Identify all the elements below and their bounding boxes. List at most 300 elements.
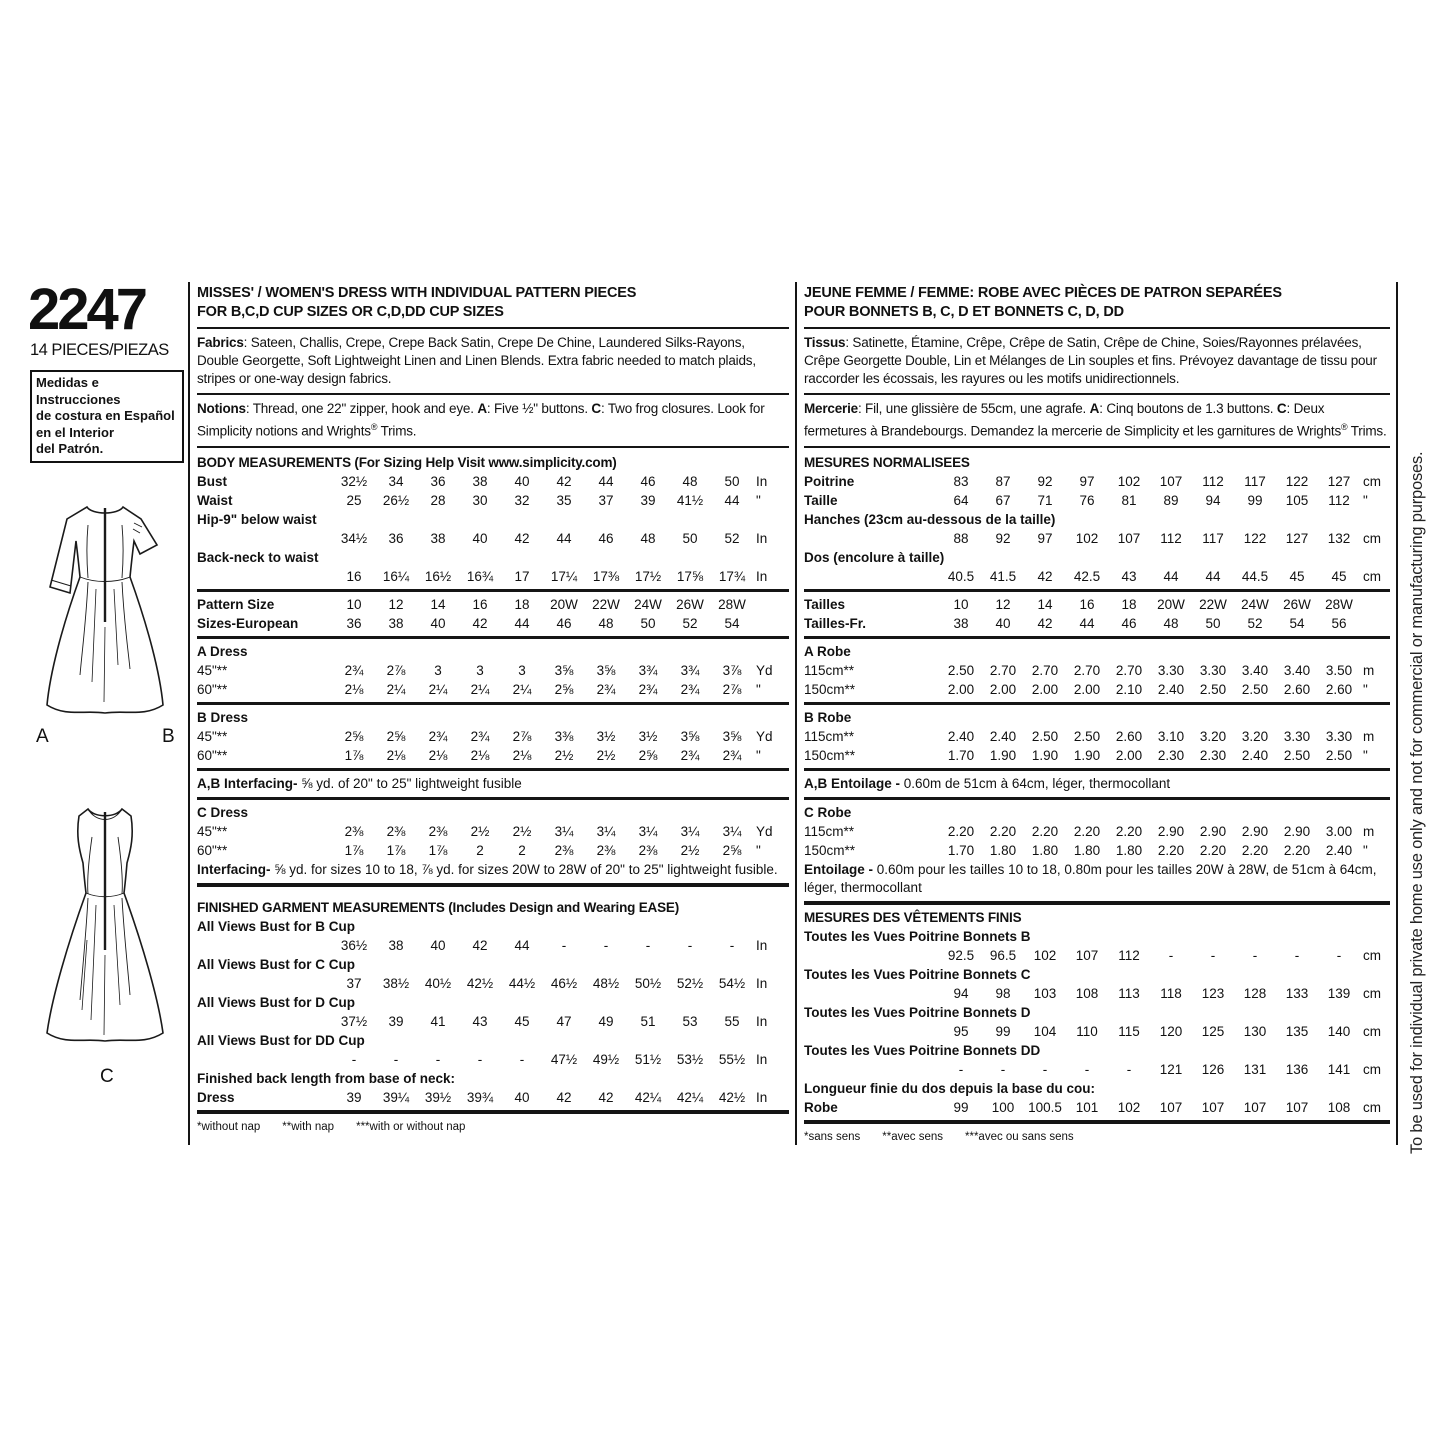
english-measurement-table [197,453,789,1135]
cell-value: 1⅞ [344,842,364,858]
cell-value: 51 [640,1013,656,1029]
cell-unit: " [1363,681,1368,697]
cell-value: - [1000,1061,1006,1077]
table-label-row: Dos (encolure à taille) [804,549,945,565]
table-gap [197,890,789,898]
cell-value: 2.50 [1199,681,1227,697]
cell-value: 122 [1243,530,1267,546]
cell-value: 2⅜ [638,842,658,858]
row-label: 150cm** [804,747,856,763]
cell-value: 34 [388,473,404,489]
cell-value: 97 [1079,473,1095,489]
cell-value: 3⅝ [722,728,742,744]
cell-value: 2.20 [989,823,1017,839]
table-section-header: BODY MEASUREMENTS (For Sizing Help Visit www.simplicity.com) [197,454,617,470]
cell-unit: Yd [756,823,773,839]
cell-value: 44 [514,615,530,631]
cell-value: 112 [1202,473,1224,489]
cell-value: 94 [1205,492,1221,508]
table-row [804,841,1390,860]
cell-value: 3½ [596,728,616,744]
mercerie-paragraph [804,400,1390,441]
cell-value: 28W [718,596,746,612]
cell-value: 2¾ [470,728,490,744]
row-label: 150cm** [804,842,856,858]
cell-value: 2.00 [1073,681,1101,697]
table-label-row: All Views Bust for C Cup [197,956,356,972]
cell-value: 49½ [592,1051,620,1067]
table-row [804,595,1390,614]
cell-value: 24W [634,596,662,612]
cell-value: 76 [1079,492,1095,508]
row-label: Dress [197,1089,235,1105]
tissus-paragraph [804,334,1390,388]
cell-value: 17¼ [550,568,578,584]
table-row [197,974,789,993]
english-title-line2: FOR B,C,D CUP SIZES OR C,D,DD CUP SIZES [197,304,504,320]
spanish-note-line: en el Interior [36,424,115,440]
cell-value: 39 [346,1089,362,1105]
cell-value: 3.10 [1157,728,1185,744]
cell-value: 22W [592,596,620,612]
cell-unit: In [756,975,768,991]
section-rule [804,446,1390,448]
cell-value: 125 [1201,1023,1225,1039]
cell-value: 51½ [634,1051,662,1067]
spanish-note-box [30,370,184,463]
text-segment: Entoilage - [804,861,877,877]
cell-value: 99 [1247,492,1263,508]
table-label-row: All Views Bust for B Cup [197,918,356,934]
text-segment: C [591,401,601,416]
table-rule [197,589,789,592]
cell-value: 16½ [424,568,452,584]
cell-value: 14 [1037,596,1053,612]
cell-unit: cm [1363,1099,1381,1115]
cell-unit: m [1363,728,1375,744]
cell-value: 107 [1117,530,1141,546]
cell-value: 46 [598,530,614,546]
cell-value: 42 [1037,615,1053,631]
cell-unit: " [1363,492,1368,508]
table-rule [804,702,1390,705]
cell-value: 1.90 [1073,747,1101,763]
cell-value: - [729,937,735,953]
cell-value: 102 [1075,530,1099,546]
edge-legal-text: To be used for individual private home use only and not for commercial or manufacturing purposes. [1408,451,1426,1154]
cell-value: 102 [1117,1099,1141,1115]
cell-unit: " [756,842,761,858]
text-segment: Tissus [804,335,846,350]
table-label-row: Toutes les Vues Poitrine Bonnets B [804,928,1031,944]
pattern-envelope-back [28,277,1426,1154]
cell-value: 127 [1285,530,1309,546]
cell-value: 47 [556,1013,572,1029]
cell-value: 12 [388,596,404,612]
table-rule [804,768,1390,771]
cell-value: 3¾ [638,662,658,678]
section-rule [197,446,789,448]
cell-value: 100.5 [1028,1099,1062,1115]
cell-value: 139 [1327,985,1351,1001]
fabrics-paragraph [197,334,789,388]
cell-value: 42¼ [676,1089,704,1105]
table-row [197,1050,789,1069]
text-segment: Interfacing- [197,861,275,877]
table-label-row: A Robe [804,643,851,659]
dress-back-view-c-illustration [30,785,180,1063]
row-label: 60"** [197,842,228,858]
pattern-number: 2247 [28,277,146,342]
cell-value: 2.20 [1157,842,1185,858]
cell-value: 3¼ [680,823,700,839]
table-row [197,472,789,491]
cell-value: 3½ [638,728,658,744]
cell-value: - [351,1051,357,1067]
spanish-note-line: Medidas e Instrucciones [36,375,121,407]
cell-value: 1⅞ [428,842,448,858]
cell-value: 1⅞ [386,842,406,858]
cell-unit: cm [1363,473,1381,489]
cell-value: 2.70 [1031,662,1059,678]
cell-value: 107 [1243,1099,1267,1115]
text-segment: C [1276,401,1287,416]
cell-value: 3¼ [638,823,658,839]
cell-value: 107 [1201,1099,1225,1115]
cell-value: 17 [514,568,530,584]
cell-value: 2⅝ [344,728,364,744]
cell-value: 2.40 [1241,747,1269,763]
cell-value: 126 [1201,1061,1225,1077]
french-measurement-table [804,453,1390,1145]
text-segment: : Two frog closures. Look for Simplicity notions and Wrights [197,401,765,439]
cell-value: 89 [1163,492,1179,508]
cell-value: 50 [682,530,698,546]
cell-value: 1⅞ [344,747,364,763]
cell-value: 37 [346,975,362,991]
cell-value: 64 [953,492,969,508]
text-segment: Trims. [377,423,417,439]
cell-value: - [1252,947,1258,963]
cell-unit: cm [1363,568,1381,584]
cell-value: 22W [1199,596,1227,612]
cell-value: 1.90 [989,747,1017,763]
cell-value: 3.30 [1199,662,1227,678]
cell-value: 42 [556,473,572,489]
cell-value: 42 [472,615,488,631]
cell-value: 44 [598,473,614,489]
cell-value: 39 [388,1013,404,1029]
cell-value: 2¼ [386,681,406,697]
cell-unit: In [756,1089,768,1105]
cell-value: 3¼ [722,823,742,839]
cell-unit: cm [1363,947,1381,963]
cell-value: 16 [472,596,488,612]
text-segment: Trims. [1347,423,1387,439]
table-label-row: C Robe [804,804,852,820]
cell-value: 42 [1037,568,1053,584]
cell-value: 42¼ [634,1089,662,1105]
cell-unit: In [756,568,768,584]
cell-value: 2½ [680,842,700,858]
cell-value: 3.00 [1325,823,1353,839]
cell-value: 99 [953,1099,969,1115]
table-row [804,661,1390,680]
cell-value: 2.70 [989,662,1017,678]
cell-value: 3 [518,662,526,678]
table-note-row [197,774,789,794]
cell-value: 1.90 [1031,747,1059,763]
cell-value: 2.40 [947,728,975,744]
cell-value: 3⅞ [722,662,742,678]
cell-value: 50 [1205,615,1221,631]
table-row [197,680,789,699]
cell-value: 3¼ [554,823,574,839]
dress-back-view-ab-figure [30,477,184,755]
cell-value: 26W [1283,596,1311,612]
cell-value: 2.20 [1283,842,1311,858]
table-row [197,727,789,746]
cell-value: 53 [682,1013,698,1029]
cell-value: 92.5 [947,947,975,963]
cell-value: 1.80 [1073,842,1101,858]
cell-value: 1.80 [1031,842,1059,858]
cell-value: 2.30 [1199,747,1227,763]
cell-unit: Yd [756,662,773,678]
cell-value: 130 [1243,1023,1267,1039]
cell-value: 44 [1079,615,1095,631]
cell-value: 104 [1033,1023,1057,1039]
cell-value: 92 [1037,473,1053,489]
cell-value: 26W [676,596,704,612]
cell-value: - [561,937,567,953]
cell-value: 32½ [340,473,368,489]
cell-value: 18 [1121,596,1137,612]
cell-value: 37 [598,492,614,508]
cell-value: 2.50 [1283,747,1311,763]
cell-value: 2.20 [1115,823,1143,839]
cell-value: 136 [1285,1061,1309,1077]
cell-value: 87 [995,473,1011,489]
footnote-item: ***avec ou sans sens [965,1130,1074,1143]
cell-value: 2½ [554,747,574,763]
cell-value: 40 [514,1089,530,1105]
cell-value: 128 [1243,985,1267,1001]
cell-value: 16 [1079,596,1095,612]
cell-value: 2.60 [1283,681,1311,697]
cell-value: 3 [476,662,484,678]
cell-value: 54½ [718,975,746,991]
cell-value: 2.00 [989,681,1017,697]
cell-value: 38 [430,530,446,546]
cell-value: 39¾ [466,1089,494,1105]
table-row [197,661,789,680]
cell-value: 25 [346,492,362,508]
table-row [804,1098,1390,1117]
cell-value: 46 [556,615,572,631]
left-info-column [28,277,188,1145]
cell-unit: " [756,681,761,697]
cell-value: 42.5 [1073,568,1101,584]
table-row [804,491,1390,510]
cell-value: 45 [1289,568,1305,584]
cell-value: 3.40 [1241,662,1269,678]
cell-value: 97 [1037,530,1053,546]
text-segment: A,B Entoilage - [804,775,904,791]
cell-value: 94 [953,985,969,1001]
cell-value: 32 [514,492,530,508]
row-label: Poitrine [804,473,855,489]
cell-value: 3⅝ [596,662,616,678]
footnote-item: *without nap [197,1120,261,1133]
cell-value: 102 [1117,473,1141,489]
cell-value: 40 [514,473,530,489]
cell-value: 3.30 [1283,728,1311,744]
cell-value: 2.40 [1325,842,1353,858]
english-column [190,282,795,1145]
cell-value: 2⅜ [386,823,406,839]
cell-value: 35 [556,492,572,508]
cell-value: 46½ [550,975,578,991]
cell-value: 83 [953,473,969,489]
table-label-row: B Robe [804,709,852,725]
cell-value: 3¼ [596,823,616,839]
cell-value: - [1168,947,1174,963]
cell-value: 40 [995,615,1011,631]
cell-value: 88 [953,530,969,546]
cell-value: 2 [476,842,484,858]
row-label: Tailles [804,596,846,612]
cell-value: 115 [1118,1023,1140,1039]
row-label: Tailles-Fr. [804,615,867,631]
cell-value: 3⅜ [554,728,574,744]
table-row [197,936,789,955]
text-segment: : Cinq boutons de 1.3 buttons. [1099,401,1277,416]
footnote-item: **avec sens [882,1130,943,1143]
cell-value: 36 [388,530,404,546]
table-label-row: Toutes les Vues Poitrine Bonnets DD [804,1042,1041,1058]
table-rule [804,636,1390,639]
cell-value: 42 [472,937,488,953]
cell-value: 2.00 [1031,681,1059,697]
cell-value: 49 [598,1013,614,1029]
cell-value: 2¾ [428,728,448,744]
cell-value: 38 [388,615,404,631]
cell-value: 107 [1159,473,1183,489]
cell-value: 44½ [508,975,536,991]
cell-value: - [687,937,693,953]
cell-value: 42½ [718,1089,746,1105]
cell-value: 107 [1285,1099,1309,1115]
cell-value: - [645,937,651,953]
table-label-row: Toutes les Vues Poitrine Bonnets D [804,1004,1031,1020]
table-row [804,946,1390,965]
cell-value: 2.50 [1241,681,1269,697]
table-label-row: All Views Bust for D Cup [197,994,356,1010]
cell-value: - [477,1051,483,1067]
cell-value: 54 [1289,615,1305,631]
row-label: 45"** [197,728,228,744]
cell-value: 103 [1033,985,1057,1001]
cell-value: 52½ [676,975,704,991]
cell-value: 10 [953,596,969,612]
cell-value: 120 [1159,1023,1183,1039]
table-rule [197,768,789,771]
table-row [197,746,789,765]
cell-value: 99 [995,1023,1011,1039]
cell-value: 108 [1327,1099,1351,1115]
cell-value: 17⅝ [676,568,704,584]
cell-unit: In [756,937,768,953]
cell-value: - [1336,947,1342,963]
cell-value: 10 [346,596,362,612]
cell-value: 132 [1327,530,1351,546]
cell-value: 50 [640,615,656,631]
cell-value: 2¾ [596,681,616,697]
cell-value: 2⅜ [596,842,616,858]
cell-value: 98 [995,985,1011,1001]
cell-value: 52 [1247,615,1263,631]
cell-value: - [1126,1061,1132,1077]
dress-back-view-c-figure [30,785,184,1085]
cell-value: - [393,1051,399,1067]
cell-value: 133 [1285,985,1309,1001]
table-rule [804,1120,1390,1124]
table-row [804,1060,1390,1079]
cell-value: 52 [682,615,698,631]
table-footnote [197,1117,789,1135]
cell-value: 36 [430,473,446,489]
cell-value: 131 [1243,1061,1267,1077]
cell-value: 3.50 [1325,662,1353,678]
cell-value: 48 [682,473,698,489]
cell-unit: cm [1363,1023,1381,1039]
english-title [197,284,789,322]
cell-value: 2⅞ [722,681,742,697]
cell-value: 2.40 [1157,681,1185,697]
cell-value: 50½ [634,975,662,991]
text-segment: A,B Interfacing- [197,775,302,791]
cell-value: 39 [640,492,656,508]
text-segment: ® [370,422,378,432]
cell-value: 2.60 [1325,681,1353,697]
french-title [804,284,1390,322]
cell-value: 44 [514,937,530,953]
cell-value: 44.5 [1241,568,1269,584]
cell-value: 2⅝ [386,728,406,744]
table-row [197,841,789,860]
table-row [197,491,789,510]
table-row [197,1012,789,1031]
table-rule [197,797,789,800]
cell-value: 54 [724,615,740,631]
cell-value: 38 [472,473,488,489]
cell-value: 2.20 [1199,842,1227,858]
cell-value: 2.90 [1157,823,1185,839]
cell-value: 43 [1121,568,1137,584]
row-label: Waist [197,492,233,508]
cell-value: 43 [472,1013,488,1029]
cell-value: 2⅞ [512,728,532,744]
cell-value: 44 [556,530,572,546]
cell-value: 122 [1285,473,1309,489]
cell-value: 37½ [340,1013,368,1029]
cell-value: 2.20 [1073,823,1101,839]
cell-value: 2⅛ [470,747,490,763]
cell-value: 67 [995,492,1011,508]
row-label: Sizes-European [197,615,299,631]
cell-value: 2¼ [470,681,490,697]
